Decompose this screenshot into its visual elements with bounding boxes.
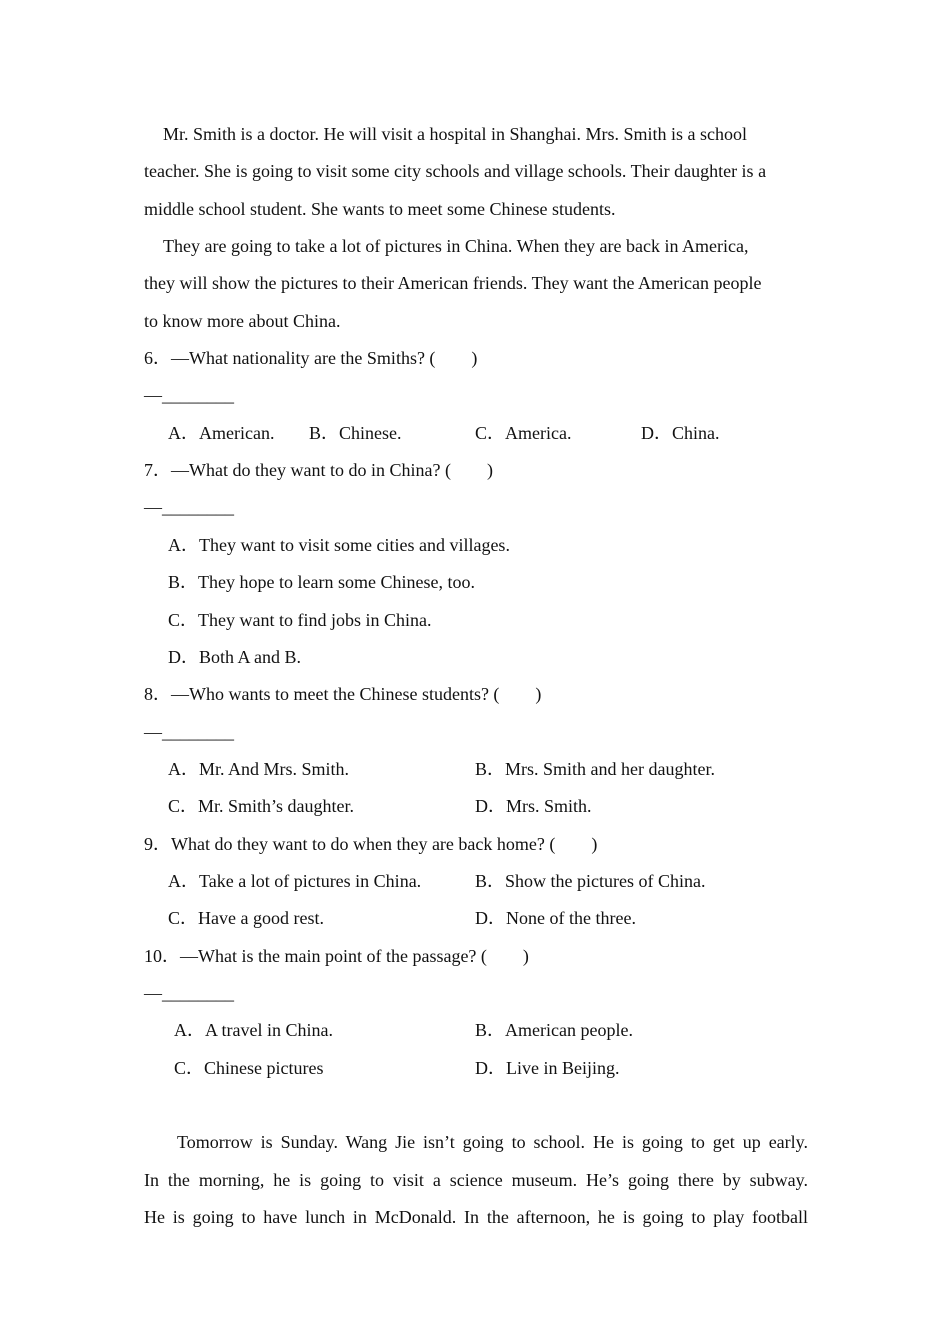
option-a: A．Take a lot of pictures in China. <box>168 871 422 891</box>
passage1-line: to know more about China. <box>144 311 341 331</box>
option-c: C．Chinese pictures <box>174 1058 324 1078</box>
option-b: B．Mrs. Smith and her daughter. <box>475 759 715 779</box>
option-d: D．China. <box>641 423 720 443</box>
question-stem: 8．—Who wants to meet the Chinese students? ( ) <box>144 684 542 704</box>
answer-line: —________ <box>144 385 234 405</box>
passage2-line: He is going to have lunch in McDonald. In the afternoon, he is going to play football <box>144 1207 808 1227</box>
answer-line: —________ <box>144 983 234 1003</box>
option-d: D．None of the three. <box>475 908 636 928</box>
option-b: B．American people. <box>475 1020 633 1040</box>
option-c: C．Mr. Smith’s daughter. <box>168 796 355 816</box>
passage1-line: they will show the pictures to their American friends. They want the American people <box>144 273 762 293</box>
option-c: C．America. <box>475 423 572 443</box>
question-stem: 9．What do they want to do when they are back home? ( ) <box>144 834 598 854</box>
option-a: A．American. <box>168 423 275 443</box>
question-stem: 7．—What do they want to do in China? ( ) <box>144 460 493 480</box>
passage2-line: Tomorrow is Sunday. Wang Jie isn’t going to school. He is going to get up early. <box>177 1132 808 1152</box>
passage1-line: middle school student. She wants to meet some Chinese students. <box>144 199 616 219</box>
answer-line: —________ <box>144 497 234 517</box>
option-b: B．Show the pictures of China. <box>475 871 706 891</box>
passage1-line: Mr. Smith is a doctor. He will visit a hospital in Shanghai. Mrs. Smith is a school <box>163 124 747 144</box>
option-a: A．They want to visit some cities and villages. <box>168 535 510 555</box>
option-d: D．Mrs. Smith. <box>475 796 592 816</box>
option-d: D．Live in Beijing. <box>475 1058 620 1078</box>
option-b: B．They hope to learn some Chinese, too. <box>168 572 475 592</box>
passage2-line: In the morning, he is going to visit a science museum. He’s going there by subway. <box>144 1170 808 1190</box>
option-b: B．Chinese. <box>309 423 402 443</box>
option-c: C．They want to find jobs in China. <box>168 610 432 630</box>
passage1-line: teacher. She is going to visit some city schools and village schools. Their daughter is a <box>144 161 767 181</box>
question-stem: 10．—What is the main point of the passage? ( ) <box>144 946 529 966</box>
option-c: C．Have a good rest. <box>168 908 324 928</box>
option-d: D．Both A and B. <box>168 647 302 667</box>
question-stem: 6．—What nationality are the Smiths? ( ) <box>144 348 478 368</box>
option-a: A．A travel in China. <box>174 1020 333 1040</box>
answer-line: —________ <box>144 722 234 742</box>
passage1-line: They are going to take a lot of pictures in China. When they are back in America, <box>163 236 749 256</box>
option-a: A．Mr. And Mrs. Smith. <box>168 759 350 779</box>
